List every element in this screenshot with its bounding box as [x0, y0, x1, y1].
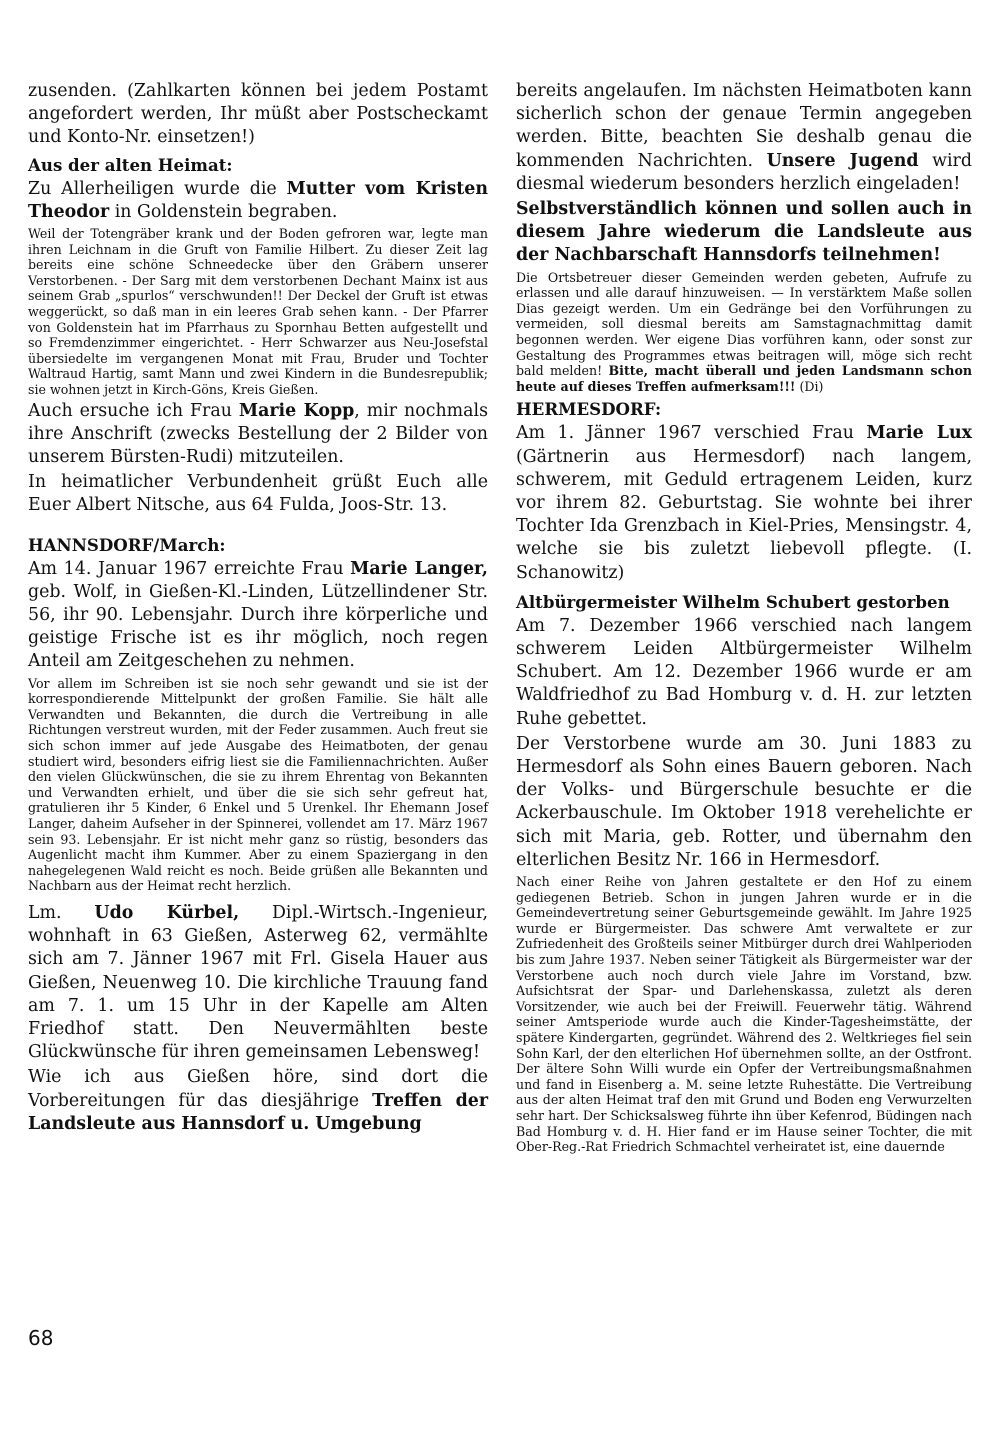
- paragraph-selbstverstaendlich: Selbstverständlich können und sollen auch in diesem Jahre wiederum die Landsleute aus der Nachbarschaft Hannsdorfs teilnehmen!: [516, 199, 972, 266]
- name-marie-kopp: Marie Kopp: [238, 400, 355, 421]
- paragraph-gruss-nitsche: In heimatlicher Verbundenheit grüßt Euch alle Euer Albert Nitsche, aus 64 Fulda, Joos-Str. 13.: [28, 472, 488, 516]
- name-udo-kuerbel: Udo Kürbel,: [94, 902, 240, 923]
- paragraph-marie-lux: Am 1. Jänner 1967 verschied Frau Marie Lux (Gärtnerin aus Hermesdorf) nach langem, schwerem, mit Geduld ertragenem Leiden, kurz vor ihrem 82. Geburtstag. Sie wohnte bei ihrer Tochter Ida Grenzbach in Kiel-Pries, Mensingstr. 4, welche sie bis zuletzt liebevoll pflegte. (I. Schanowitz): [516, 423, 972, 583]
- right-column: [516, 80, 972, 1157]
- heading-hermesdorf: HERMESDORF:: [516, 399, 662, 420]
- paragraph-schreiben: Vor allem im Schreiben ist sie noch sehr gewandt und sie ist der korrespondierende Mittelpunkt der großen Familie. Sie hält alle Verwandten und Bekannten, die durch die Vertreibung in alle Richtungen verstreut wurden, mit der Feder zusammen. Auch freut sie sich schon immer auf jede Ausgabe des Heimatboten, der genau studiert wird, besonders eifrig liest sie die Familiennachrichten. Außer den vielen Glückwünschen, die sie zu ihrem Ehrentag von Bekannten und Verwandten erhielt, und über die sie sich sehr gefreut hat, gratulieren ihr 5 Kinder, 6 Enkel und 5 Urenkel. Ihr Ehemann Josef Langer, daheim Aufseher in der Spinnerei, vollendet am 17. März 1967 sein 93. Lebensjahr. Er ist nicht mehr ganz so rüstig, besonders das Augenlicht macht ihm Kummer. Aber zu einem Spaziergang in den nahegelegenen Wald reicht es noch. Beide grüßen alle Bekannten und Nachbarn aus der Heimat recht herzlich.: [28, 675, 488, 894]
- paragraph-angelaufen: bereits angelaufen. Im nächsten Heimatboten kann sicherlich schon der genaue Termin angegeben werden. Bitte, beachten Sie deshalb genau die kommenden Nachrichten. Unsere Jugend wird diesmal wiederum besonders herzlich eingeladen!: [516, 81, 973, 194]
- heading-alte-heimat: Aus der alten Heimat:: [28, 154, 233, 175]
- call-to-action: Bitte, macht überall und jeden Landsmann schon heute auf dieses Treffen aufmerksam!!!: [516, 363, 973, 394]
- name-kristen-theodor: Mutter vom Kristen Theodor: [28, 178, 488, 222]
- paragraph-zahlkarten: zusenden. (Zahlkarten können bei jedem Postamt angefordert werden, Ihr müßt aber Postscheckamt und Konto-Nr. einsetzen!): [28, 81, 488, 148]
- treffen-highlight: Treffen der Landsleute aus Hannsdorf u. Umgebung: [28, 1090, 488, 1134]
- paragraph-allerheiligen: Zu Allerheiligen wurde die Mutter vom Kristen Theodor in Goldenstein begraben.: [28, 178, 488, 222]
- paragraph-udo-kuerbel: Lm. Udo Kürbel, Dipl.-Wirtsch.-Ingenieur, wohnhaft in 63 Gießen, Asterweg 62, vermählte sich am 7. Jänner 1967 mit Frl. Gisela Hauer aus Gießen, Neuenweg 10. Die kirchliche Trauung fand am 7. 1. um 15 Uhr in der Kapelle am Alten Friedhof statt. Den Neuvermählten beste Glückwünsche für ihren gemeinsamen Lebensweg!: [28, 902, 488, 1063]
- paragraph-schubert-career: Nach einer Reihe von Jahren gestaltete er den Hof zu einem gediegenen Betrieb. Schon in jungen Jahren wurde er in die Gemeindevertretung seiner Geburtsgemeinde gewählt. Im Jahre 1925 wurde er Bürgermeister. Das schwere Amt verwaltete er zur Zufriedenheit des Großteils seiner Mitbürger durch drei Wahlperioden bis zum Jahre 1937. Neben seiner Tätigkeit als Bürgermeister war der Verstorbene auch noch durch viele Jahre im Vorstand, bzw. Aufsichtsrat der Spar- und Darlehenskassa, zuletzt als deren Vorsitzender, wie auch bei der Freiwill. Feuerwehr tätig. Während seiner Amtsperiode wurde auch die Kinder-Tagesheimstätte, der spätere Kindergarten, gegründet. Während des 2. Weltkrieges fiel sein Sohn Karl, der den elterlichen Hof übernehmen sollte, an der Ostfront. Der ältere Sohn Willi wurde ein Opfer der Vertreibungsmaßnahmen und fand in Eisenberg a. M. seine letzte Ruhestätte. Die Vertreibung aus der alten Heimat traf den mit Grund und Boden eng Verwurzelten sehr hart. Der Schicksalsweg führte ihn über Kefenrod, Büdingen nach Bad Homburg v. d. H. Hier fand er im Hause seiner Tochter, die mit Ober-Reg.-Rat Friedrich Schmachtel verheiratet ist, eine dauernde: [516, 874, 972, 1155]
- name-marie-lux: Marie Lux: [866, 423, 972, 444]
- paragraph-marie-langer: Am 14. Januar 1967 erreichte Frau Marie Langer, geb. Wolf, in Gießen-Kl.-Linden, Lützellindener Str. 56, ihr 90. Lebensjahr. Durch ihre körperliche und geistige Frische ist es ihr möglich, noch regen Anteil am Zeitgeschehen zu nehmen.: [28, 558, 488, 672]
- paragraph-ortsbetreuer: Die Ortsbetreuer dieser Gemeinden werden gebeten, Aufrufe zu erlassen und alle darauf hinzuweisen. — In verstärktem Maße sollen Dias gezeigt werden. Um ein Gedränge bei den Vorführungen zu vermeiden, soll diesmal bereits am Samstagnachmittag damit begonnen werden. Wer eigene Dias vorführen kann, oder sonst zur Gestaltung des Programmes etwas beitragen will, möge sich recht bald melden! Bitte, macht überall und jeden Landsmann schon heute auf dieses Treffen aufmerksam!!! (Di): [516, 269, 973, 394]
- paragraph-schubert-death: Am 7. Dezember 1966 verschied nach langem schwerem Leiden Altbürgermeister Wilhelm Schubert. Am 12. Dezember 1966 wurde er am Waldfriedhof zu Bad Homburg v. d. H. zur letzten Ruhe gebettet.: [516, 615, 972, 729]
- paragraph-treffen: Wie ich aus Gießen höre, sind dort die Vorbereitungen für das diesjährige Treffen der Landsleute aus Hannsdorf u. Umgebung: [28, 1067, 488, 1134]
- paragraph-marie-kopp: Auch ersuche ich Frau Marie Kopp, mir nochmals ihre Anschrift (zwecks Bestellung der 2 Bilder von unserem Bürsten-Rudi) mitzuteilen.: [28, 400, 489, 467]
- heading-hannsdorf: HANNSDORF/March:: [28, 534, 226, 555]
- paragraph-totengraeber: Weil der Totengräber krank und der Boden gefroren war, legte man ihren Leichnam in die Gruft von Familie Hilbert. Zu dieser Zeit lag bereits eine schöne Schneedecke über den Gräbern unserer Verstorbenen. - Der Sarg mit dem verstorbenen Dechant Mainx ist aus seinem Grab „spurlos“ verschwunden!! Der Deckel der Gruft ist etwas weggerückt, so daß man in ein leeres Grab sehen kann. - Der Pfarrer von Goldenstein hat im Pfarrhaus zu Spornhau Betten aufgestellt und so Fremdenzimmer eingerichtet. - Herr Schwarzer aus Neu-Josefstal übersiedelte im vergangenen Monat mit Frau, Bruder und Tochter Waltraud Hartig, samt Mann und zwei Kindern in die Bundesrepublik; sie wohnen jetzt in Kirch-Göns, Kreis Gießen.: [28, 226, 488, 397]
- paragraph-schubert-life: Der Verstorbene wurde am 30. Juni 1883 zu Hermesdorf als Sohn eines Bauern geboren. Nach der Volks- und Bürgerschule besuchte er die Ackerbauschule. Im Oktober 1918 verehelichte er sich mit Maria, geb. Rotter, und übernahm den elterlichen Besitz Nr. 166 in Hermesdorf.: [516, 733, 972, 870]
- unsere-jugend: Unsere Jugend: [766, 150, 919, 171]
- name-marie-langer: Marie Langer,: [350, 558, 488, 579]
- left-column: [28, 80, 488, 1138]
- heading-schubert: Altbürgermeister Wilhelm Schubert gestorben: [516, 591, 950, 612]
- page-number: 68: [28, 1326, 54, 1350]
